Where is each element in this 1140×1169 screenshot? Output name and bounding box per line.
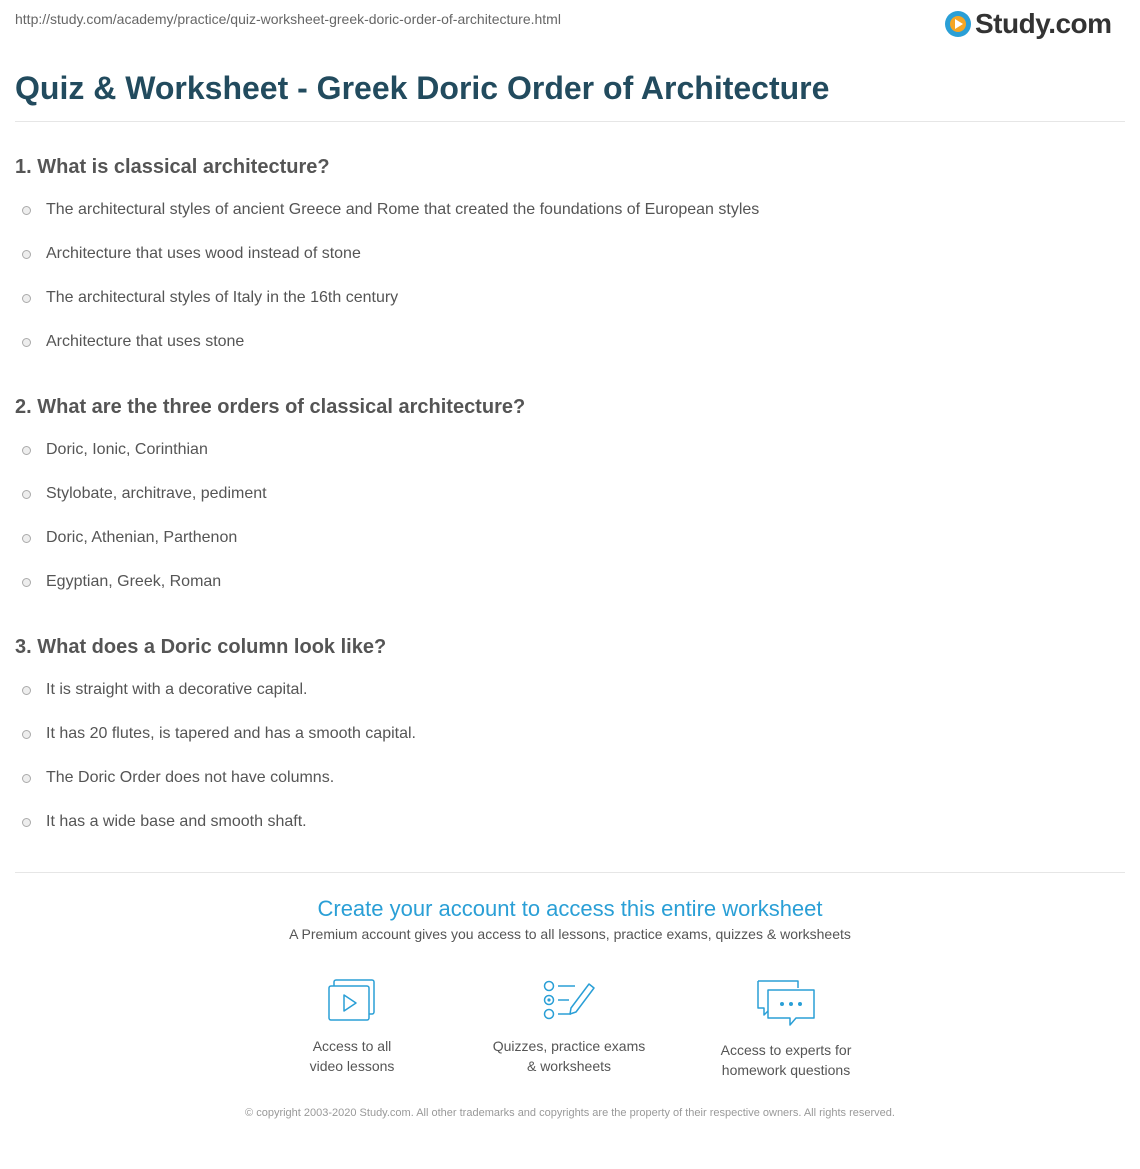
answer-label: The architectural styles of ancient Greece and Rome that created the foundations of European styles bbox=[46, 201, 760, 218]
answer-label: Architecture that uses stone bbox=[46, 333, 245, 350]
radio-button[interactable] bbox=[22, 534, 31, 543]
radio-button[interactable] bbox=[22, 490, 31, 499]
answer-label: Stylobate, architrave, pediment bbox=[46, 485, 267, 502]
answer-label: Doric, Athenian, Parthenon bbox=[46, 529, 238, 546]
radio-button[interactable] bbox=[22, 818, 31, 827]
question-3: 3. What does a Doric column look like? bbox=[15, 636, 387, 658]
study-logo[interactable] bbox=[945, 6, 1112, 42]
feature-label: Quizzes, practice exams & worksheets bbox=[492, 1038, 646, 1074]
divider bbox=[15, 121, 1125, 122]
answer-option[interactable] bbox=[22, 573, 221, 591]
radio-button[interactable] bbox=[22, 446, 31, 455]
answer-label: Egyptian, Greek, Roman bbox=[46, 573, 222, 590]
feature-label: Access to all video lessons bbox=[309, 1038, 395, 1074]
answer-option[interactable] bbox=[22, 441, 208, 459]
answer-label: It has a wide base and smooth shaft. bbox=[46, 813, 307, 830]
question-2: 2. What are the three orders of classical architecture? bbox=[15, 396, 526, 418]
answer-label: It is straight with a decorative capital. bbox=[46, 681, 308, 698]
radio-button[interactable] bbox=[22, 730, 31, 739]
feature-video-lessons bbox=[252, 978, 452, 1076]
answer-option[interactable] bbox=[22, 333, 244, 351]
page-url: http://study.com/academy/practice/quiz-worksheet-greek-doric-order-of-architecture.html bbox=[15, 11, 561, 27]
answer-option[interactable] bbox=[22, 725, 416, 743]
answer-label: Architecture that uses wood instead of stone bbox=[46, 245, 361, 262]
create-account-link[interactable]: Create your account to access this entire worksheet bbox=[317, 896, 823, 921]
chat-bubbles-icon bbox=[754, 978, 818, 1028]
answer-label: The Doric Order does not have columns. bbox=[46, 769, 335, 786]
feature-label: Access to experts for homework questions bbox=[720, 1042, 852, 1078]
logo-text: Study.com bbox=[975, 8, 1112, 39]
answer-option[interactable] bbox=[22, 681, 307, 699]
premium-description: A Premium account gives you access to all lessons, practice exams, quizzes & worksheets bbox=[289, 926, 851, 942]
radio-button[interactable] bbox=[22, 774, 31, 783]
answer-option[interactable] bbox=[22, 245, 361, 263]
study-logo-icon bbox=[945, 11, 971, 37]
question-1: 1. What is classical architecture? bbox=[15, 156, 330, 178]
answer-option[interactable] bbox=[22, 485, 267, 503]
radio-button[interactable] bbox=[22, 206, 31, 215]
answer-option[interactable] bbox=[22, 201, 759, 219]
answer-option[interactable] bbox=[22, 529, 237, 547]
page-title: Quiz & Worksheet - Greek Doric Order of Architecture bbox=[15, 70, 830, 106]
answer-option[interactable] bbox=[22, 289, 398, 307]
video-lessons-icon bbox=[326, 978, 378, 1024]
radio-button[interactable] bbox=[22, 294, 31, 303]
feature-experts bbox=[686, 978, 886, 1080]
radio-button[interactable] bbox=[22, 578, 31, 587]
answer-option[interactable] bbox=[22, 769, 334, 787]
radio-button[interactable] bbox=[22, 250, 31, 259]
radio-button[interactable] bbox=[22, 686, 31, 695]
answer-label: It has 20 flutes, is tapered and has a smooth capital. bbox=[46, 725, 416, 742]
feature-quizzes bbox=[469, 978, 669, 1076]
radio-button[interactable] bbox=[22, 338, 31, 347]
copyright-notice: © copyright 2003-2020 Study.com. All other trademarks and copyrights are the property of their respective owners. All rights reserved. bbox=[245, 1107, 895, 1119]
divider bbox=[15, 872, 1125, 873]
answer-label: Doric, Ionic, Corinthian bbox=[46, 441, 208, 458]
answer-option[interactable] bbox=[22, 813, 307, 831]
quiz-checklist-icon bbox=[541, 978, 597, 1024]
answer-label: The architectural styles of Italy in the 16th century bbox=[46, 289, 399, 306]
